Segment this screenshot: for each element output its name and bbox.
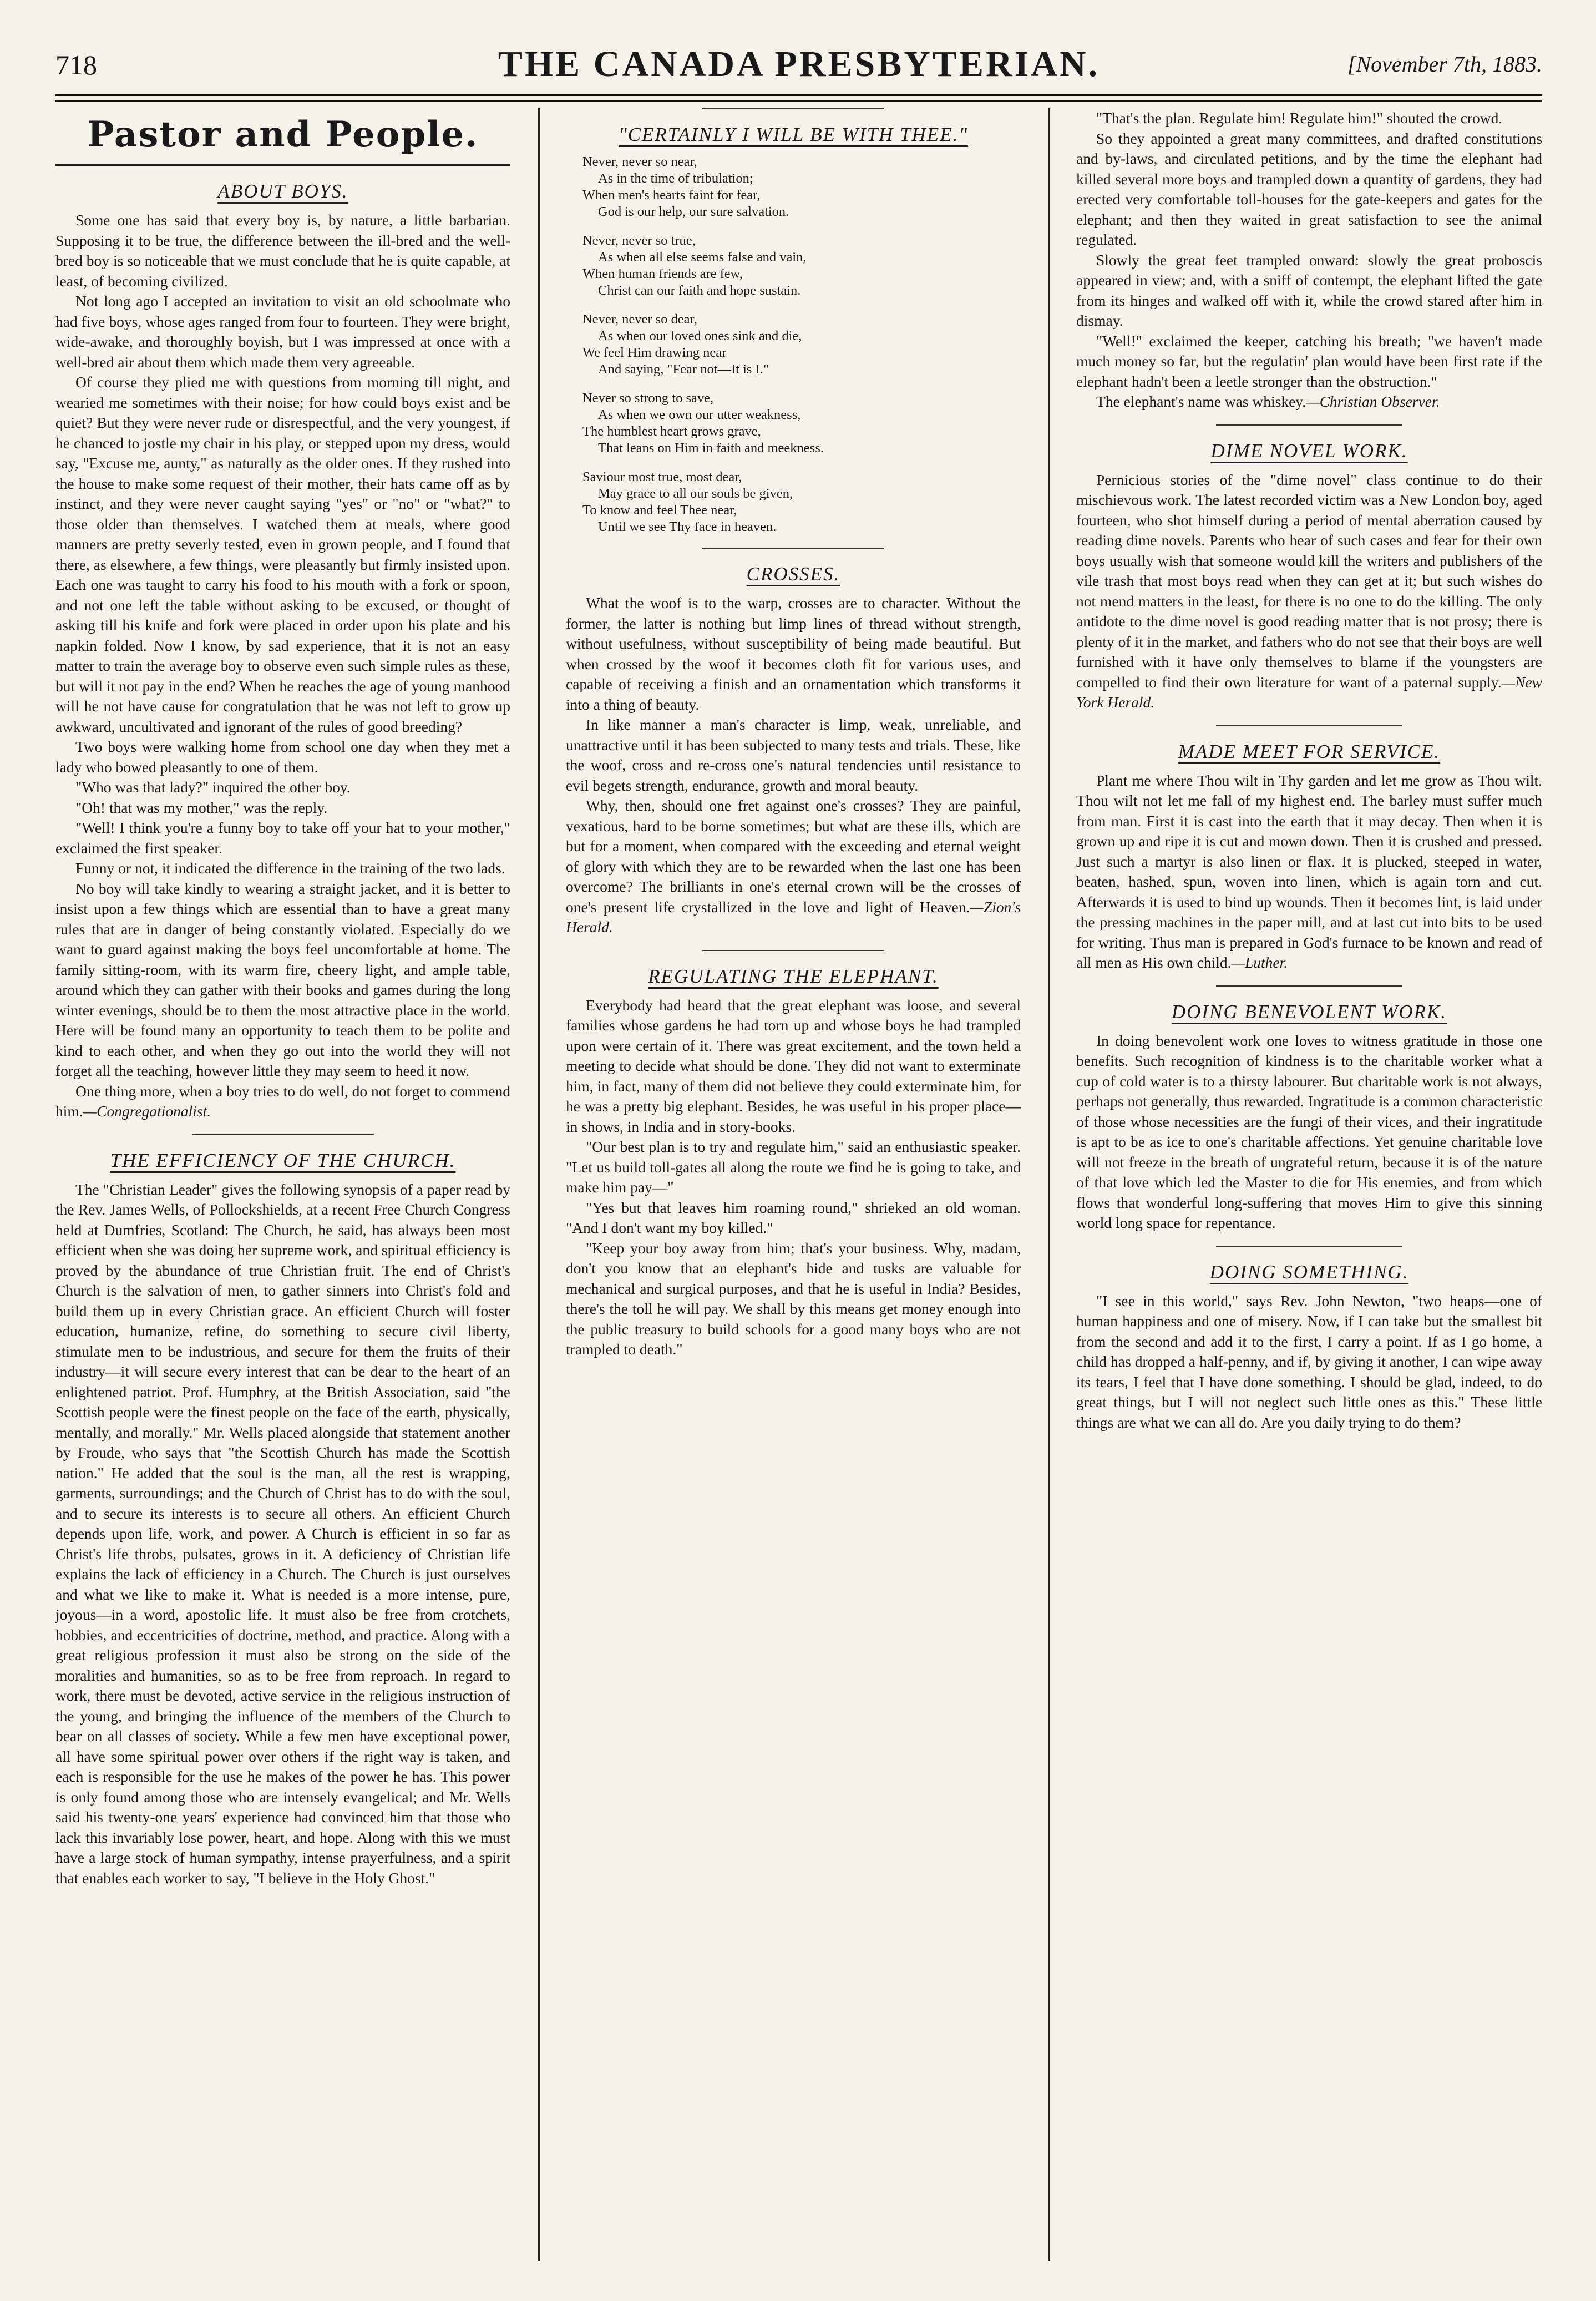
signature: —Congregationalist. bbox=[83, 1103, 211, 1120]
poem-line: God is our help, our sure salvation. bbox=[598, 204, 789, 219]
paragraph: The "Christian Leader" gives the following synopsis of a paper read by the Rev. James Wells, of Pollockshields, at a recent Free Church Congress held at Dumfries, Scotland: The Church, he said, has always been most efficient when she was doing her supreme work, and spiritual efficiency is proved by the abundance of true Christian fruit. The end of Christ's Church is the salvation of men, to gather sinners into Christ's fold and build them up in every Christian grace. An efficient Church will foster education, humanize, refine, do something to secure civil liberty, stimulate men to be industrious, and secure for them the fruits of their industry—it will secure every interest that can be dear to the heart of an enlightened patriot. Prof. Humphry, at the British Association, said "the Scottish people were the finest people on the face of the earth, physically, mentally, and morally." Mr. Wells placed alongside that statement another by Froude, who says that "the Scottish Church has made the Scottish nation." He added that the soul is the man, all the rest is wrapping, garments, surroundings; and the Church of Christ has to do with the soul, and to secure its interests is to secure all others. An efficient Church depends upon life, work, and power. A Church is efficient in so far as Christ's life throbs, pulsates, grows in it. A deficiency of Christian life explains the lack of efficiency in a Church. The Church is just ourselves and what we like to make it. What is needed is a more intense, pure, joyous—in a word, apostolic life. It must also be free from crotchets, hobbies, and eccentricities of doctrine, method, and practice. Along with a great religious profession it must also be strong on the side of the moralities and humanities, so as to be free from reproach. In regard to work, there must be devoted, active service in the religious instruction of the young, and bringing the influence of the members of the Church to bear on all classes of society. While a few men have exceptional power, all have some spiritual power over others if the right way is taken, and each is responsible for the use he makes of the power he has. This power is only found among those who are intensely evangelical; and Mr. Wells said his twenty-one years' experience had convinced him that those who lack this invariably lose power, heart, and hope. Along with this we must have a large stock of human sympathy, intense prayerfulness, and a spirit that enables each worker to say, "I believe in the Holy Ghost." bbox=[55, 1180, 510, 1887]
stanza bbox=[582, 154, 1021, 220]
paragraph: Two boys were walking home from school one day when they met a lady who bowed pleasantly to one of them. bbox=[55, 738, 510, 776]
article-title-doing-something: DOING SOMETHING. bbox=[1209, 1261, 1409, 1283]
poem-line: Never, never so near, bbox=[582, 154, 697, 169]
paragraph-text: Why, then, should one fret against one's crosses? They are painful, vexatious, hard to be borne sometimes; but what are these ills, which are but for a moment, when compared with the exceeding and eternal weight of glory with which they are to be rewarded when the last one has been overcome? The brilliants in one's eternal crown will be the crosses of one's present life crystallized in the love and light of Heaven. bbox=[566, 797, 1021, 916]
divider bbox=[1216, 424, 1402, 426]
signature: —New York Herald. bbox=[1076, 673, 1542, 711]
article-title-made-meet: MADE MEET FOR SERVICE. bbox=[1178, 740, 1441, 762]
stanza bbox=[582, 390, 1021, 457]
article-title-certainly: "CERTAINLY I WILL BE WITH THEE." bbox=[618, 124, 969, 145]
paragraph: Slowly the great feet trampled onward: slowly the great proboscis appeared in view; and, with a sniff of contempt, the elephant lifted the gate from its hinges and walked off with it, while the crowd stared after him in dismay. bbox=[1076, 251, 1542, 329]
paragraph: Some one has said that every boy is, by nature, a little barbarian. Supposing it to be true, the difference between the ill-bred and the well-bred boy is so noticeable that we must conclude that he is quite capable, at least, of becoming civilized. bbox=[55, 211, 510, 290]
paragraph: Not long ago I accepted an invitation to visit an old schoolmate who had five boys, whose ages ranged from four to fourteen. They were bright, wide-awake, and thoroughly boyish, but I was impressed at once with a well-bred air about them which made them very agreeable. bbox=[55, 292, 510, 371]
column-divider bbox=[538, 108, 540, 2261]
poem-line: Never so strong to save, bbox=[582, 391, 714, 406]
poem-line: And saying, "Fear not—It is I." bbox=[598, 362, 769, 377]
paragraph: What the woof is to the warp, crosses are to character. Without the former, the latter is nothing but limp lines of thread without strength, without usefulness, without susceptibility of being made beautiful. But when crossed by the woof it becomes cloth fit for various uses, and capable of receiving a finish and an ornamentation which transforms it into a thing of beauty. bbox=[566, 594, 1021, 713]
column-3 bbox=[1076, 108, 1542, 2261]
divider bbox=[192, 1134, 374, 1135]
poem-line: As when we own our utter weakness, bbox=[598, 407, 801, 422]
poem bbox=[582, 154, 1021, 535]
poem-line: Christ can our faith and hope sustain. bbox=[598, 283, 801, 298]
poem-line: May grace to all our souls be given, bbox=[598, 486, 793, 501]
paragraph-text: One thing more, when a boy tries to do well, do not forget to commend him. bbox=[55, 1082, 510, 1120]
paragraph: "Oh! that was my mother," was the reply. bbox=[75, 798, 328, 816]
divider bbox=[702, 548, 884, 549]
paragraph bbox=[1076, 771, 1542, 973]
poem-line: When men's hearts faint for fear, bbox=[582, 188, 761, 203]
header-rule bbox=[55, 94, 1542, 102]
paragraph: Of course they plied me with questions from morning till night, and wearied me sometimes with their noise; for how could boys exist and be quiet? But they were never rude or disrespectful, and the very youngest, if he chanced to jostle my chair in his play, or stepped upon my dress, would say, "Excuse me, aunty," as naturally as the older ones. If they rushed into the house to make some request of their mother, their hats came off as by instinct, and they were never caught saying "yes" or "no" or "what?" to those older than themselves. I watched them at meals, where good manners are pretty severly tested, even in grown people, and I found that there, as elsewhere, a few things, were pleasantly but firmly insisted upon. Each one was taught to carry his food to his mouth with a fork or spoon, and not one left the table without asking to be excused, or thought of asking till his knife and fork were placed in order upon his plate and his napkin folded. Now I know, by sad experience, that it is not an easy matter to train the average boy to observe even such simple rules as these, but will it not pay in the end? When he reaches the age of young manhood will he not have cause for congratulation that he was not left to grow up awkward, uncultivated and ignorant of the rules of good breeding? bbox=[55, 373, 510, 735]
signature: —Luther. bbox=[1231, 954, 1288, 971]
divider bbox=[702, 950, 884, 951]
column-1 bbox=[55, 108, 510, 2261]
signature: —Zion's Herald. bbox=[566, 898, 1021, 935]
poem-line: The humblest heart grows grave, bbox=[582, 424, 761, 439]
paragraph: In like manner a man's character is limp, weak, unreliable, and unattractive until it has been subjected to many tests and trials. These, like the woof, cross and re-cross one's natural tendencies until resistance to evil begets strength, endurance, growth and moral beauty. bbox=[566, 716, 1021, 794]
article-title-about-boys: ABOUT BOYS. bbox=[217, 180, 348, 202]
poem-line: Until we see Thy face in heaven. bbox=[598, 519, 777, 534]
paragraph bbox=[55, 1081, 510, 1122]
page-number: 718 bbox=[55, 49, 97, 80]
divider bbox=[702, 108, 884, 109]
divider bbox=[1216, 1246, 1402, 1247]
paragraph: "Keep your boy away from him; that's your business. Why, madam, don't you know that an elephant's hide and tusks are valuable for mechanical and surgical purposes, and that he is useful in India? Besides, there's the toll he will pay. We shall by this means get money enough into the public treasury to build schools for a good many boys who are not trampled to death." bbox=[566, 1239, 1021, 1358]
article-title-efficiency: THE EFFICIENCY OF THE CHURCH. bbox=[110, 1149, 456, 1171]
poem-line: When human friends are few, bbox=[582, 266, 743, 281]
section-title: Pastor and People. bbox=[55, 114, 510, 166]
poem-line: Saviour most true, most dear, bbox=[582, 469, 742, 484]
article-title-dime-novel: DIME NOVEL WORK. bbox=[1210, 439, 1408, 462]
divider bbox=[1216, 985, 1402, 987]
paragraph: So they appointed a great many committees, and drafted constitutions and by-laws, and circulated petitions, and by the time the elephant had killed several more boys and trampled down a quantity of gardens, they had erected very comfortable toll-houses for the gate-keepers and gates for the elephant; and then they waited in great satisfaction to see the animal regulated. bbox=[1076, 129, 1542, 248]
poem-line: As when all else seems false and vain, bbox=[598, 250, 807, 265]
article-title-crosses: CROSSES. bbox=[746, 563, 840, 585]
poem-line: That leans on Him in faith and meekness. bbox=[598, 441, 824, 456]
paragraph: "Well! I think you're a funny boy to take off your hat to your mother," exclaimed the first speaker. bbox=[55, 819, 510, 857]
newspaper-page bbox=[55, 39, 1542, 2269]
paragraph bbox=[566, 796, 1021, 938]
poem-line: Never, never so dear, bbox=[582, 312, 697, 327]
paragraph: Funny or not, it indicated the difference in the training of the two lads. bbox=[75, 859, 505, 877]
paragraph: "That's the plan. Regulate him! Regulate him!" shouted the crowd. bbox=[1096, 109, 1503, 127]
paragraph-text: The elephant's name was whiskey. bbox=[1096, 393, 1306, 410]
paper-title: THE CANADA PRESBYTERIAN. bbox=[498, 44, 1100, 84]
paragraph: "I see in this world," says Rev. John Newton, "two heaps—one of human happiness and one of misery. Now, if I can take but the smallest bit from the second and add it to the first, I carry a point. If as I go home, a child has dropped a half-penny, and if, by giving it another, I can wipe away its tears, I feel that I have done something. I should be glad, indeed, to do great things, but I will not neglect such little ones as this." These little things are what we can all do. Are you daily trying to do them? bbox=[1076, 1292, 1542, 1431]
columns bbox=[55, 108, 1542, 2261]
poem-line: As in the time of tribulation; bbox=[598, 171, 753, 186]
divider bbox=[1216, 725, 1402, 726]
paragraph: "Well!" exclaimed the keeper, catching his breath; "we haven't made much money so far, but the regulatin' plan would have been first rate if the elephant hadn't been a leetle stronger than the obstruction." bbox=[1076, 332, 1542, 390]
article-title-benevolent: DOING BENEVOLENT WORK. bbox=[1171, 1000, 1447, 1023]
paragraph: In doing benevolent work one loves to witness gratitude in those one benefits. Such recognition of kindness is to the charitable worker what a cup of cold water is to a thirsty labourer. But charitable work is not always, perhaps not generally, thus rewarded. Ingratitude is a common characteristic of those whose necessities are the fungi of their vices, and their ingratitude is apt to be as ice to one's charitable affections. Yet genuine charitable love will not freeze in the breath of ungrateful return, because it is of the nature of that love which led the Master to die for His enemies, and from which flows that wonderful long-suffering that moves Him to give this sinning world long space for repentance. bbox=[1076, 1031, 1542, 1231]
signature: —Christian Observer. bbox=[1306, 393, 1440, 410]
page-header bbox=[55, 39, 1542, 94]
issue-date: [November 7th, 1883. bbox=[1347, 52, 1542, 77]
article-title-elephant: REGULATING THE ELEPHANT. bbox=[648, 965, 939, 987]
poem-line: As when our loved ones sink and die, bbox=[598, 328, 802, 343]
paragraph: "Yes but that leaves him roaming round," shrieked an old woman. "And I don't want my boy killed." bbox=[566, 1198, 1021, 1236]
poem-line: To know and feel Thee near, bbox=[582, 503, 737, 518]
paragraph: No boy will take kindly to wearing a straight jacket, and it is better to insist upon a few things which are essential than to have a great many rules that are in danger of being constantly violated. Especially do we want to guard against making the boys feel uncomfortable at home. The family sitting-room, with its warm fire, cheery light, and ample table, around which they can gather with their books and games during the long winter evenings, should be to them the most attractive place in the world. Here will be found many an opportunity to teach them to be polite and kind to each other, and when they go out into the world they will not forget all the teaching, however little they may seem to heed it now. bbox=[55, 879, 510, 1079]
stanza bbox=[582, 311, 1021, 378]
poem-line: We feel Him drawing near bbox=[582, 345, 727, 360]
poem-line: Never, never so true, bbox=[582, 233, 696, 248]
stanza bbox=[582, 232, 1021, 299]
paragraph-text: Plant me where Thou wilt in Thy garden and let me grow as Thou wilt. Thou wilt not let me fall of my highest end. The barley must suffer much from man. First it is cast into the earth that it may decay. Then when it is grown up and ripe it is cut and mown down. Then it is crushed and pressed. Just such a martyr is also linen or flax. It is plucked, steeped in water, beaten, hashed, spun, woven into linen, which is again torn and cut. Afterwards it is used to bind up wounds. Then it becomes lint, is laid under the pressing machines in the paper mill, and at last cut into bits to be used for writing. Thus man is prepared in God's furnace to be known and read of all men as His own child. bbox=[1076, 771, 1542, 971]
paragraph-text: Pernicious stories of the "dime novel" class continue to do their mischievous work. The latest recorded victim was a New London boy, aged fourteen, who shot himself during a period of mental aberration caused by reading dime novels. Parents who hear of such cases and fear for their own boys usually wish that someone would kill the writers and publishers of the vile trash that most boys read when they can get at it; but such wishes do not mend matters in the least, for there is no one to do the killing. The only antidote to the dime novel is good reading matter that is not prosy; there is plenty of it in the market, and fathers who do not see that their boys are well furnished with it have only themselves to blame if the youngsters are compelled to find their own literature for want of a paternal supply. bbox=[1076, 471, 1542, 691]
column-divider bbox=[1048, 108, 1050, 2261]
stanza bbox=[582, 469, 1021, 535]
paragraph bbox=[1076, 392, 1542, 412]
paragraph: Everybody had heard that the great elephant was loose, and several families whose gardens he had torn up and whose boys he had trampled upon were certain of it. There was great excitement, and the town held a meeting to decide what should be done. They did not want to exterminate him, in fact, many of them did not believe they could exterminate him, for he was a pretty big elephant. Besides, he was useful in his proper place—in shows, in India and in story-books. bbox=[566, 996, 1021, 1135]
paragraph: "Our best plan is to try and regulate him," said an enthusiastic speaker. "Let us build toll-gates all along the route we find he is going to take, and make him pay—" bbox=[566, 1138, 1021, 1196]
column-2 bbox=[566, 108, 1021, 2261]
paragraph: "Who was that lady?" inquired the other boy. bbox=[75, 778, 351, 796]
paragraph bbox=[1076, 470, 1542, 713]
